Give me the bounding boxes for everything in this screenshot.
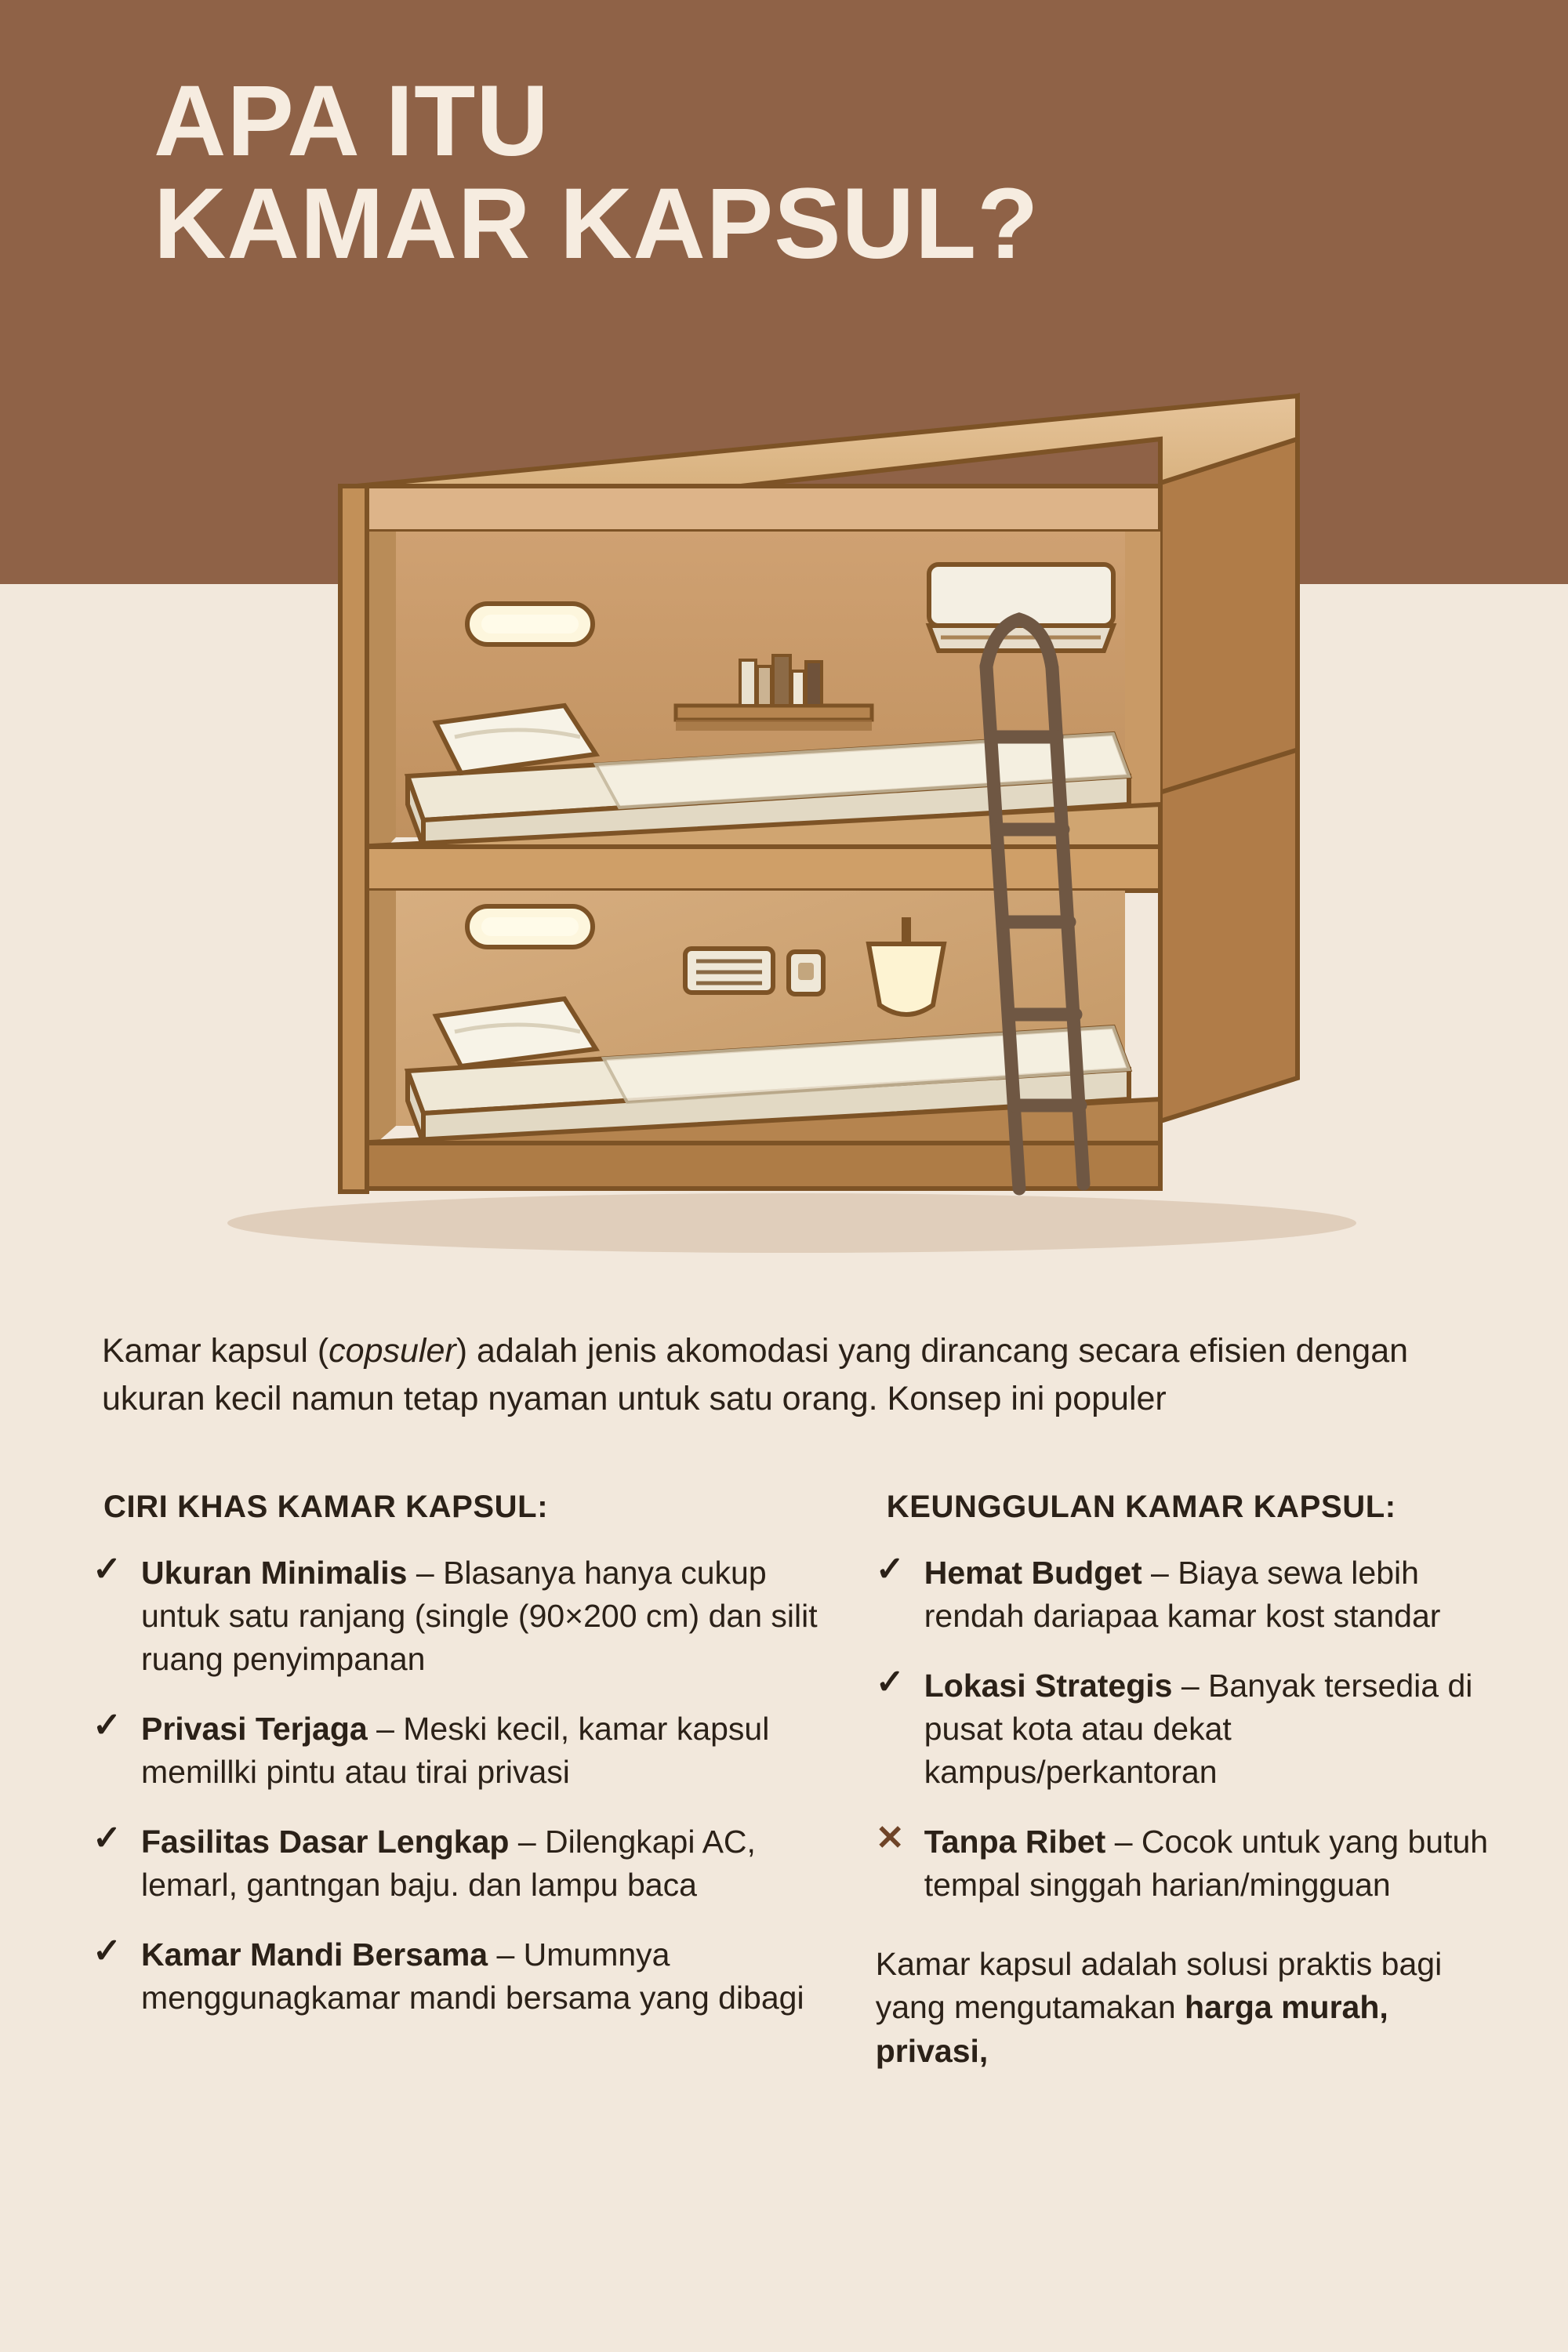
cross-icon: ✕ [875,1818,905,1857]
list-item-text [924,1820,1504,1907]
column-heading-ciri-khas: CIRI KHAS KAMAR KAPSUL: [103,1490,549,1524]
list-item-desc: – Banyak tersedia di pusat kota atau dekat kampus/perkantoran [924,1667,1473,1790]
power-socket[interactable] [789,952,823,994]
book-4 [792,671,804,706]
list-item [876,1552,1504,1638]
air-vent [685,949,773,993]
column-heading-keunggulan: KEUNGGULAN KAMAR KAPSUL: [886,1490,1396,1524]
list-item-desc: – Blasanya hanya cukup untuk satu ranjang (single (90×200 cm) dan silit ruang penyimpanan [141,1555,818,1677]
list-item-title: Privasi Terjaga [141,1710,368,1747]
frame-middle-front-edge [357,847,1160,891]
list-item [93,1552,840,1681]
list-item-title: Hemat Budget [924,1555,1142,1591]
closing-bold: harga murah, privasi, [875,1989,1388,2070]
frame-left-post [340,486,367,1192]
list-item-desc: – Meski kecil, kamar kapsul memillki pintu atau tirai privasi [141,1710,770,1790]
list-item-text [924,1664,1504,1794]
page-title [154,65,1486,280]
floor-shadow [227,1193,1356,1253]
column-keunggulan [876,1490,1504,2074]
closing-paragraph [876,1943,1504,2074]
list-item-text [141,1552,840,1681]
list-item-text [141,1933,840,2020]
list-item-desc: – Dilengkapi AC, lemarl, gantngan baju. dan lampu baca [141,1823,756,1903]
column-ciri-khas [93,1490,840,2074]
air-conditioner [929,564,1113,651]
book-1 [740,660,756,706]
list-item-text [141,1708,840,1794]
book-2 [757,666,771,706]
list-item-title: Kamar Mandi Bersama [141,1936,488,1973]
page-title-line-2: KAMAR KAPSUL? [154,167,1040,280]
check-icon: ✓ [875,1550,905,1588]
check-icon: ✓ [93,1818,122,1857]
content-columns [93,1490,1504,2074]
list-item-text [141,1820,840,1907]
list-item-title: Tanpa Ribet [924,1823,1106,1860]
list-item-title: Fasilitas Dasar Lengkap [141,1823,510,1860]
book-5 [806,662,822,706]
list-item-desc: – Umumnya menggunagkamar mandi bersama yang dibagi [141,1936,804,2016]
intro-part-2: ) adalah jenis akomodasi yang dirancang secara efisien dengan ukuran kecil namun tetap nyaman untuk satu orang. Konsep ini populer [102,1332,1409,1418]
list-item [93,1820,840,1907]
list-item [876,1820,1504,1907]
check-icon: ✓ [93,1705,122,1744]
intro-part-1: Kamar kapsul ( [102,1332,329,1370]
page-title-line-1: APA ITU [154,65,550,177]
intro-italic-term: copsuler [328,1332,456,1370]
check-icon: ✓ [875,1662,905,1701]
list-item [876,1664,1504,1794]
list-item [93,1705,840,1794]
list-item [93,1933,840,2020]
check-icon: ✓ [93,1931,122,1970]
led-strip-light-upper [467,604,593,644]
closing-part-1: Kamar kapsul adalah solusi praktis bagi yang mengutamakan [875,1945,1443,2026]
intro-paragraph [102,1327,1482,1423]
check-icon: ✓ [93,1550,122,1588]
list-item-desc: – Cocok untuk yang butuh tempal singgah harian/mingguan [924,1823,1489,1903]
led-strip-light-lower [467,906,593,947]
capsule-bunk-bed-illustration [0,368,1568,1278]
frame-bottom-front-edge [357,1143,1160,1189]
list-item-text [924,1552,1504,1638]
book-3 [773,655,790,706]
list-item-title: Ukuran Minimalis [141,1555,408,1591]
frame-top-front-edge [357,486,1160,532]
list-item-desc: – Biaya sewa lebih rendah dariapaa kamar kost standar [924,1555,1441,1634]
list-item-title: Lokasi Strategis [924,1667,1173,1704]
